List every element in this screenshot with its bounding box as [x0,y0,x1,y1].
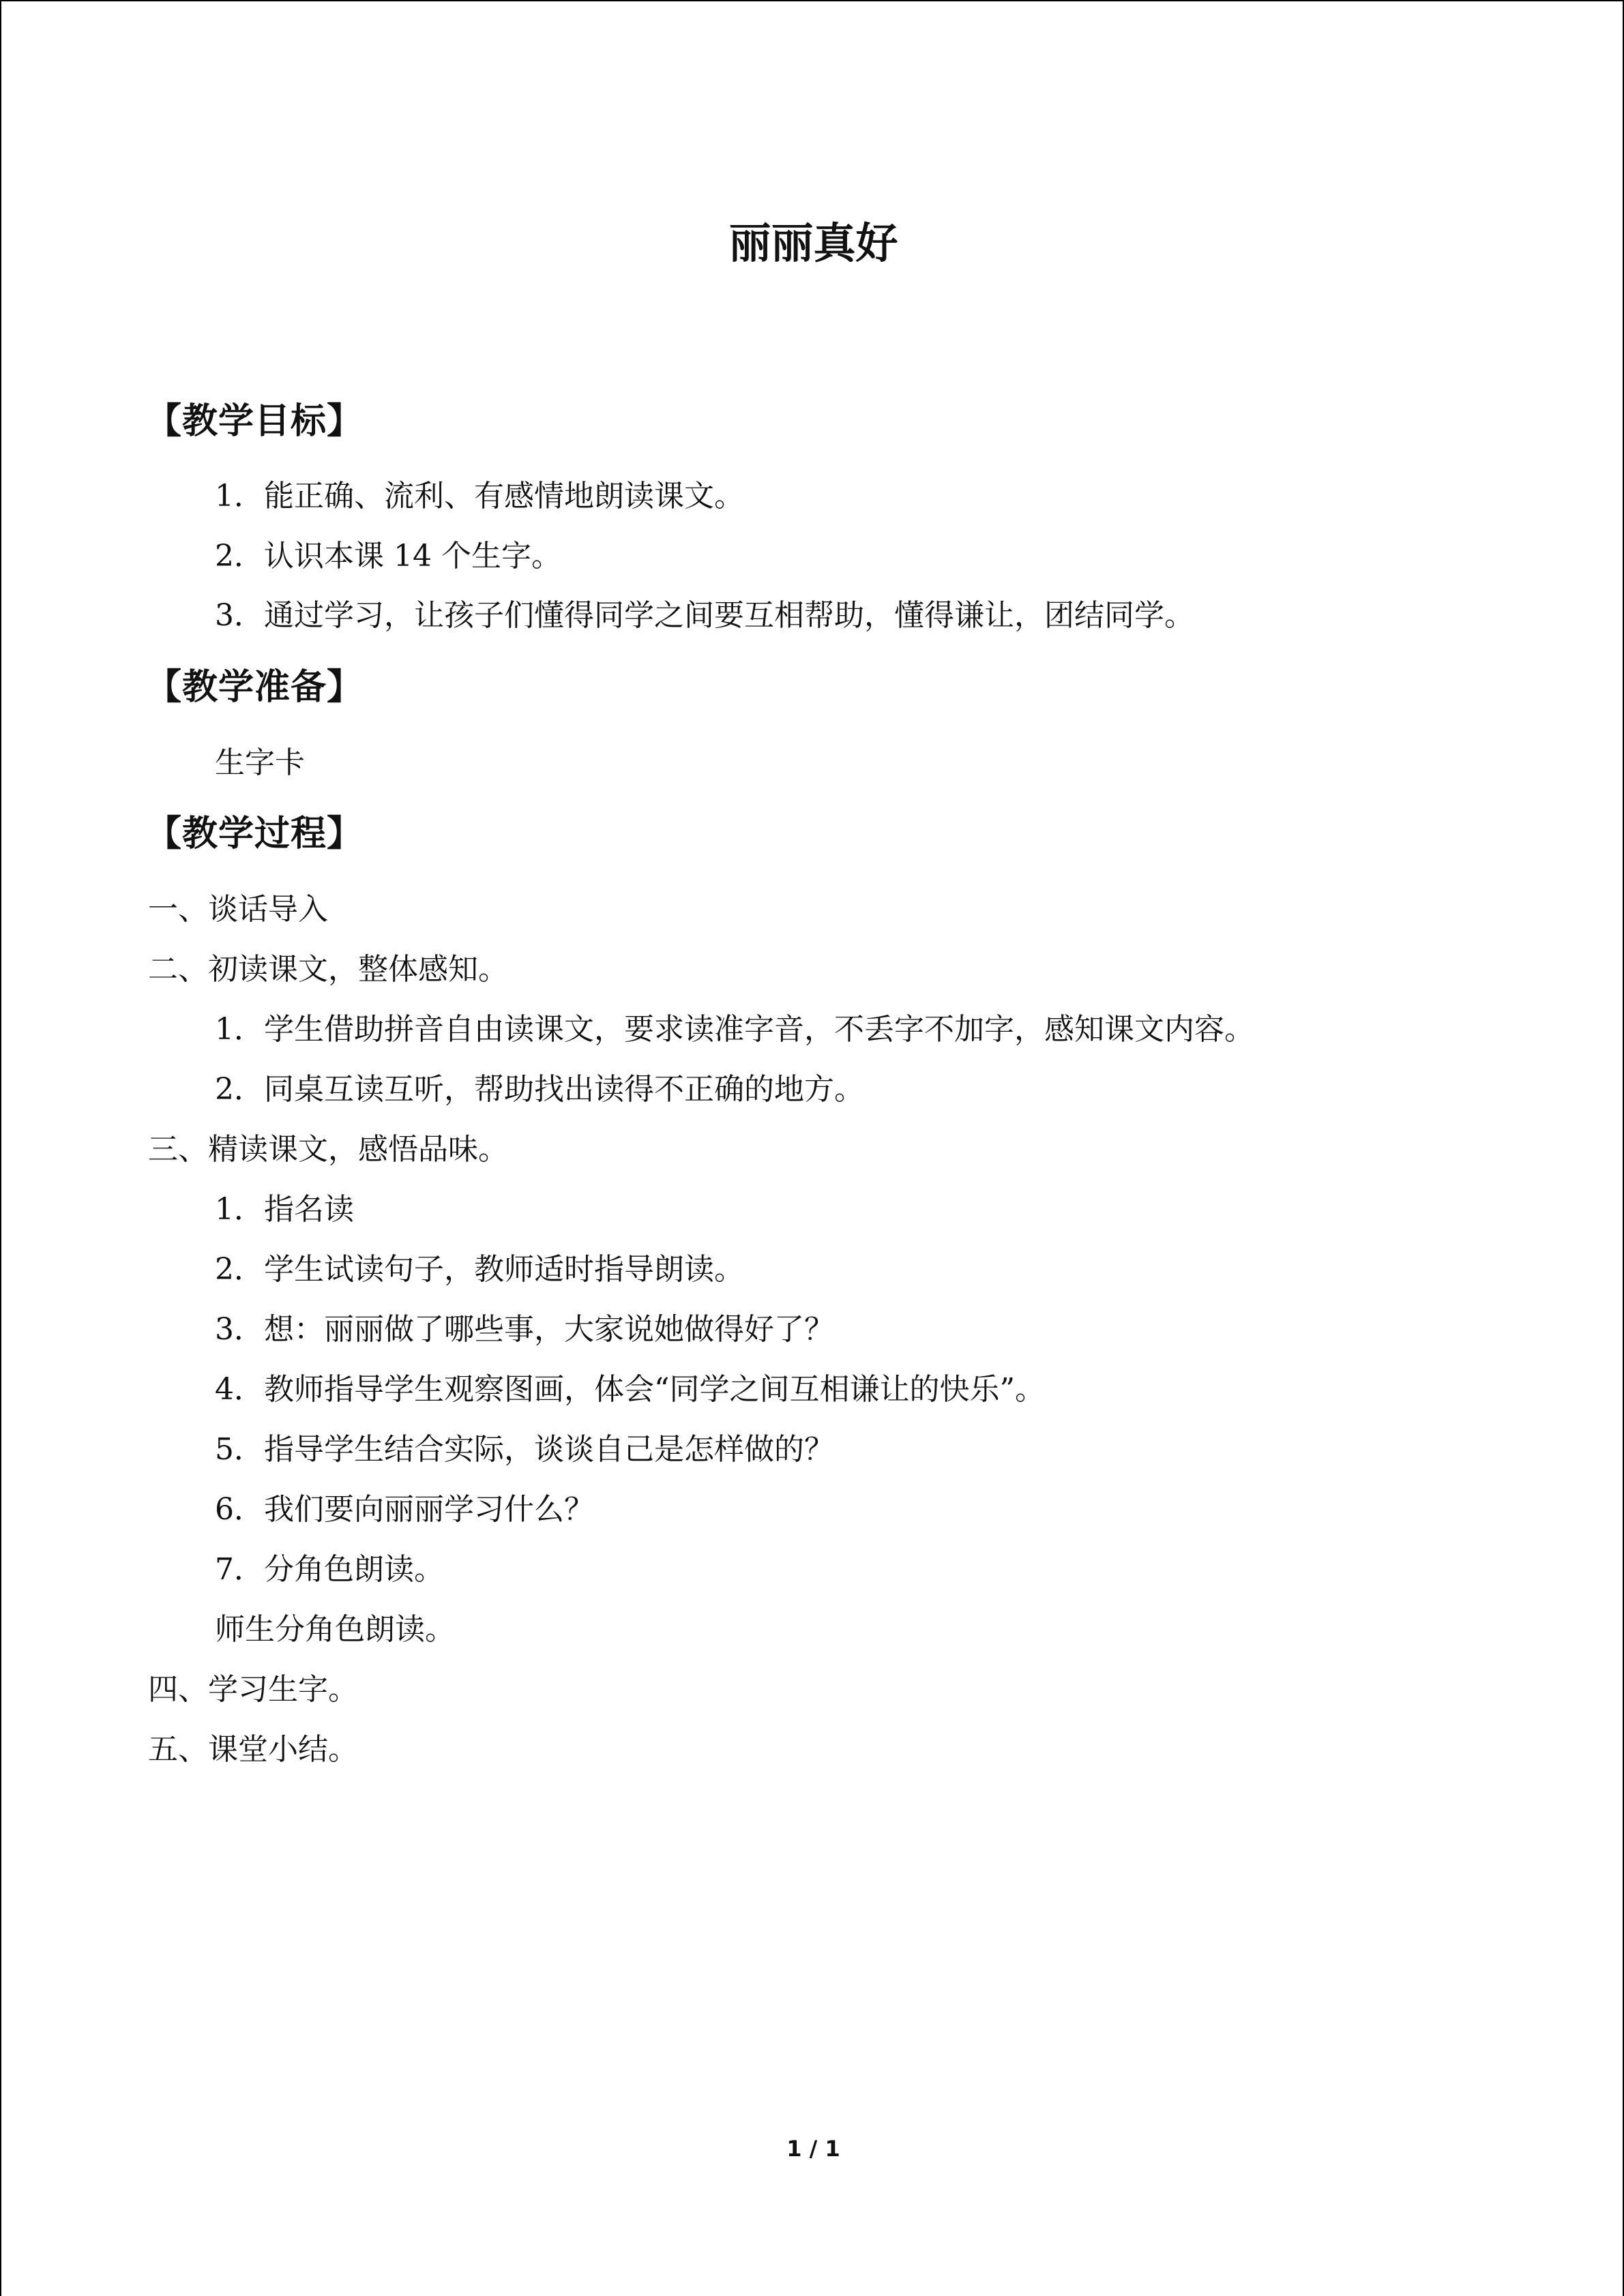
process-substep: 1．学生借助拼音自由读课文，要求读准字音，不丢字不加字，感知课文内容。 [215,1012,1254,1047]
process-substep: 4．教师指导学生观察图画，体会“同学之间互相谦让的快乐”。 [215,1372,1045,1407]
process-substep: 5．指导学生结合实际，谈谈自己是怎样做的？ [215,1432,834,1467]
section-heading-goals: 【教学目标】 [146,401,364,442]
process-step: 一、谈话导入 [148,892,328,927]
process-substep: 2．学生试读句子，教师适时指导朗读。 [215,1252,744,1287]
preparation-item: 生字卡 [215,745,305,780]
goal-item: 2．认识本课 14 个生字。 [215,539,561,573]
section-heading-process: 【教学过程】 [146,814,364,854]
process-step: 三、精读课文，感悟品味。 [148,1132,508,1167]
document-title: 丽丽真好 [728,218,898,268]
section-heading-preparation: 【教学准备】 [146,667,364,708]
process-substep: 1．指名读 [215,1192,354,1227]
page-number: 1 / 1 [786,2136,840,2162]
goal-item: 1．能正确、流利、有感情地朗读课文。 [215,479,744,513]
process-substep: 2．同桌互读互听，帮助找出读得不正确的地方。 [215,1072,864,1107]
process-substep: 7．分角色朗读。 [215,1552,444,1587]
goal-item: 3．通过学习，让孩子们懂得同学之间要互相帮助，懂得谦让，团结同学。 [215,598,1194,633]
process-step: 二、初读课文，整体感知。 [148,952,508,987]
process-substep: 3．想：丽丽做了哪些事，大家说她做得好了？ [215,1312,834,1347]
process-substep: 6．我们要向丽丽学习什么？ [215,1492,594,1527]
process-note: 师生分角色朗读。 [215,1612,455,1647]
process-step: 四、学习生字。 [148,1672,358,1707]
process-step: 五、课堂小结。 [148,1732,358,1767]
